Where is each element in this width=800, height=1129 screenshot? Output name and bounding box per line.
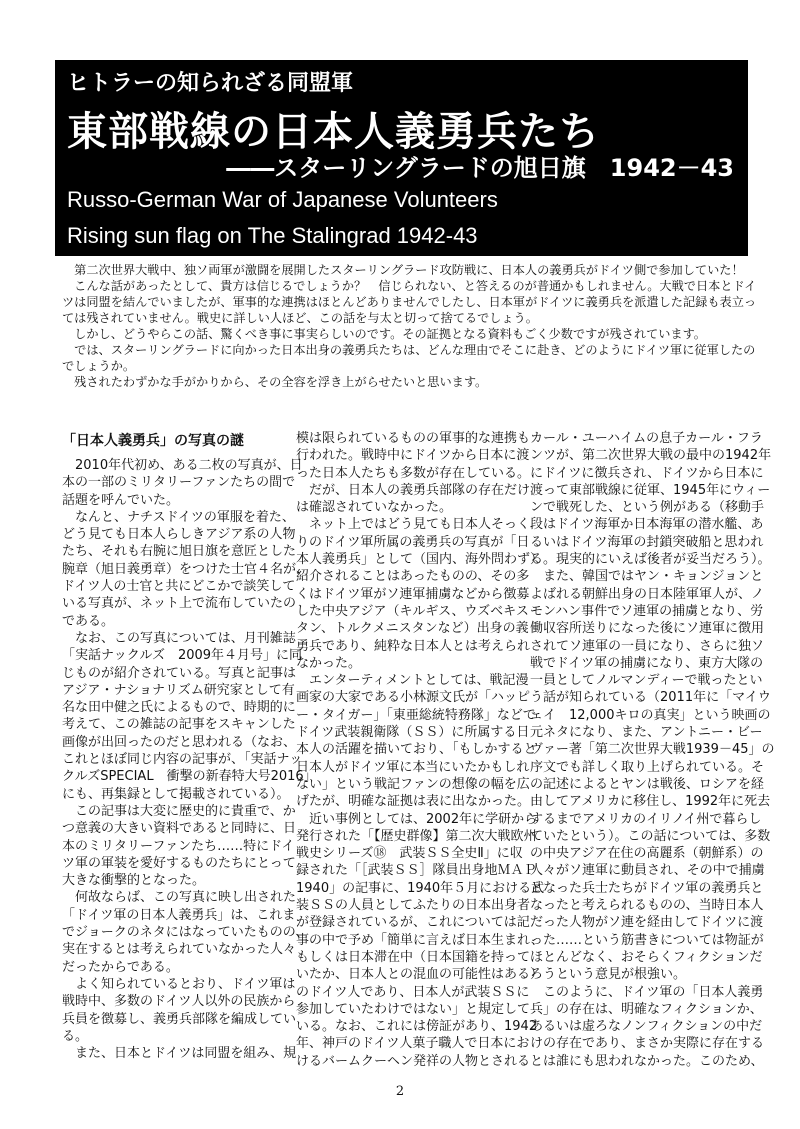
text-line: この記事は大変に歴史的に貴重で、か: [62, 803, 296, 819]
text-line: った日本人たちも多数が存在している。: [296, 465, 531, 481]
text-line: 考えて、この雑誌の記事をスキャンした: [62, 717, 296, 733]
text-line: 戦でドイツ軍の捕虜になり、東方大隊の: [530, 655, 764, 671]
text-line: 近い事例としては、2002年に学研から: [296, 811, 538, 827]
section-heading: 「日本人義勇兵」の写真の謎: [62, 433, 244, 449]
text-line: 何故ならば、この写真に映し出された: [62, 890, 297, 906]
text-line: 兵」の存在は、明確なフィクションか、: [530, 1001, 763, 1017]
intro-line: こんな話があったとして、貴方は信じるでしょうか？ 信じられない、と答えるのが普通かもしれません。大戦で日本とドイ: [62, 279, 757, 293]
text-line: ていたという）。この話については、多数: [530, 828, 771, 844]
text-line: 由してアメリカに移住し、1992年に死去: [530, 794, 771, 810]
subtitle: ――スターリングラードの旭日旗 1942－43: [226, 154, 734, 182]
text-line: 戦史シリーズ⑱ 武装ＳＳ全史Ⅱ」に収: [296, 846, 523, 862]
text-line: う話が知られている（2011年に「マイウ: [530, 690, 771, 706]
text-line: 「ドイツ軍の日本人義勇兵」は、これま: [62, 907, 296, 923]
text-line: 本の一部のミリタリーファンたちの間で: [62, 475, 296, 491]
text-line: 渡って東部戦線に従軍、1945年にウィー: [530, 482, 771, 498]
text-line: 行われた。戦時中にドイツから日本に渡: [296, 448, 530, 464]
text-line: よく知られているとおり、ドイツ軍は: [62, 976, 296, 992]
text-line: る。: [62, 1028, 89, 1044]
text-line: 働収容所送りになった後にソ連軍に徴用: [530, 621, 765, 637]
intro-line: 第二次世界大戦中、独ソ両軍が激闘を展開したスターリングラード攻防戦に、日本人の義勇兵がドイツ側で参加していた！: [62, 263, 744, 277]
intro-line: しかし、どうやらこの話、驚くべき事に事実らしいのです。その証拠となる資料もごく少数ですが残されています。: [62, 327, 706, 341]
text-line: なったと考えられるものの、当時日本人: [530, 898, 764, 914]
text-line: アジア・ナショナリズム研究家として有: [62, 682, 295, 698]
text-line: が登録されているが、これについては記: [296, 915, 530, 931]
text-line: クルズSPECIAL 衝撃の新春特大号2016」: [62, 769, 317, 785]
text-line: った……という筋書きについては物証が: [530, 932, 764, 948]
text-line: 人々がソ連軍に動員され、その中で捕虜: [530, 863, 765, 879]
text-line: 名な田中健之氏によるもので、時期的に: [62, 700, 296, 716]
text-line: 紹介されることはあったものの、その多: [296, 569, 530, 585]
text-line: る。現実的にいえば後者が妥当だろう）。: [530, 552, 771, 568]
text-line: るいはドイツ海軍の封鎖突破船と思われ: [530, 534, 764, 550]
text-line: つ意義の大きい資料であると同時に、日: [62, 821, 297, 837]
text-line: ない」という戦記ファンの想像の幅を広: [296, 776, 530, 792]
text-line: なかった。: [296, 655, 362, 671]
text-line: でジョークのネタにはなっていたものの、: [62, 925, 309, 941]
text-line: いる写真が、ネット上で流布していたの: [62, 596, 297, 612]
english-title: Russo-German War of Japanese Volunteers: [67, 187, 498, 212]
intro-paragraph: [62, 262, 757, 390]
text-line: また、韓国ではヤン・キョンジョンと: [530, 569, 764, 585]
text-line: けの存在であり、まさか実際に存在する: [530, 1036, 765, 1052]
text-line: 参加していたわけではない」と規定して: [296, 1001, 531, 1017]
text-line: 実在するとは考えられていなかった人々: [62, 942, 297, 958]
text-line: 装ＳＳの人員としてふたりの日本出身者: [296, 898, 531, 914]
text-line: ー・タイガー」「東亜総統特務隊」などで: [296, 707, 536, 723]
text-line: の中央アジア在住の高麗系（朝鮮系）の: [530, 846, 764, 862]
text-line: 本人義勇兵」として（国内、海外問わず）: [296, 552, 544, 568]
text-line: 日本人がドイツ軍に本当にいたかもしれ: [296, 759, 530, 775]
text-line: 「実話ナックルズ 2009年４月号」に同: [62, 648, 303, 664]
text-line: 話題を呼んでいた。: [62, 492, 180, 508]
text-line: されてソ連軍の一員になり、さらに独ソ: [530, 638, 765, 654]
text-line: ドイツ武装親衛隊（ＳＳ）に所属する日: [296, 725, 530, 741]
text-line: にも、再集録として掲載されている）。: [62, 786, 290, 802]
text-line: たち、それも右腕に旭日旗を意匠とした: [62, 544, 297, 560]
text-line: 発行された「【歴史群像】第二次大戦欧州: [296, 828, 537, 844]
text-line: だった人物がソ連を経由してドイツに渡: [530, 915, 764, 931]
text-line: の記述によるとヤンは戦後、ロシアを経: [530, 776, 764, 792]
text-line: した中央アジア（キルギス、ウズベキス: [296, 603, 529, 619]
text-line: ほとんどなく、おそらくフィクションだ: [530, 949, 763, 965]
text-line: は確認されていなかった。: [296, 500, 453, 516]
page-number: 2: [395, 1084, 405, 1099]
text-line: 序文でも詳しく取り上げられている。そ: [530, 759, 765, 775]
intro-line: でしょうか。: [62, 359, 136, 373]
text-line: 戦時中、多数のドイツ人以外の民族から: [62, 994, 296, 1010]
text-line: 画家の大家である小林源文氏が「ハッピ: [296, 690, 531, 706]
text-line: 1940」の記事に、1940年５月における武: [296, 880, 545, 896]
text-line: いる。なお、これには傍証があり、1942: [296, 1019, 538, 1035]
text-line: するまでアメリカのイリノイ州で暮らし: [530, 811, 762, 827]
text-line: りのドイツ軍所属の義勇兵の写真が「日: [296, 534, 530, 550]
text-line: 段はドイツ海軍か日本海軍の潜水艦、あ: [530, 517, 764, 533]
text-line: ツ軍の軍装を愛好するものたちにとって: [62, 855, 296, 871]
text-line: いたか、日本人との混血の可能性はある）: [296, 967, 544, 983]
title-banner: [55, 60, 748, 256]
english-subtitle: Rising sun flag on The Stalingrad 1942-43: [67, 223, 478, 248]
text-line: 画像が出回ったのだと思われる（なお、: [62, 734, 297, 750]
text-line: 2010年代初め、ある二枚の写真が、日: [62, 458, 303, 473]
text-line: カール・ユーハイムの息子カール・フラ: [530, 431, 763, 446]
text-line: ェイ 12,000キロの真実」という映画の: [530, 707, 771, 723]
text-line: どう見ても日本人らしきアジア系の人物: [62, 527, 296, 543]
text-line: あるいは虚ろなノンフィクションの中だ: [530, 1019, 763, 1035]
text-line: よばれる朝鮮出身の日本陸軍軍人が、ノ: [530, 586, 765, 602]
text-line: げたが、明確な証拠は表に出なかった。: [296, 794, 531, 810]
text-line: である。: [62, 613, 115, 629]
text-line: ネット上ではどう見ても日本人そっく: [296, 517, 531, 533]
text-line: 元ネタになり、また、アントニー・ビー: [530, 725, 763, 741]
intro-line: では、スターリングラードに向かった日本出身の義勇兵たちは、どんな理由でそこに赴き、どのようにドイツ軍に従軍したの: [62, 343, 756, 357]
text-line: だったからである。: [62, 959, 179, 975]
intro-line: ツは同盟を結んでいましたが、軍事的な連携はほとんどありませんでしたし、日本軍がドイツに義勇兵を派遣した記録も表立っ: [62, 295, 757, 309]
text-line: エンターティメントとしては、戦記漫: [296, 673, 529, 689]
intro-line: ては残されていません。戦史に詳しい人ほど、この話を与太と切って捨てるでしょう。: [62, 311, 538, 325]
text-line: ドイツ人の士官と共にどこかで談笑して: [62, 579, 296, 595]
text-line: もしくは日本滞在中（日本国籍を持って: [296, 949, 531, 965]
text-line: ろうという意見が根強い。: [530, 967, 687, 983]
text-line: 年、神戸のドイツ人菓子職人で日本にお: [296, 1036, 530, 1052]
column-2: [296, 430, 545, 1070]
text-line: 勇兵であり、純粋な日本人とは考えられ: [296, 638, 531, 654]
text-line: なお、この写真については、月刊雑誌: [62, 630, 296, 646]
text-line: モンハン事件でソ連軍の捕虜となり、労: [530, 603, 764, 619]
text-line: となった兵士たちがドイツ軍の義勇兵と: [530, 880, 764, 896]
page-title: 東部戦線の日本人義勇兵たち: [67, 109, 600, 155]
text-line: なんと、ナチスドイツの軍服を着た、: [62, 509, 295, 525]
text-line: 録された「［武装ＳＳ］隊員出身地ＭＡＰ: [296, 863, 537, 879]
text-line: 兵員を徴募し、義勇兵部隊を編成してい: [62, 1011, 297, 1027]
intro-line: 残されたわずかな手がかりから、その全容を浮き上がらせたいと思います。: [62, 375, 488, 389]
text-line: ンで戦死した、という例がある（移動手: [530, 500, 765, 516]
text-line: 大きな衝撃的となった。: [62, 873, 206, 889]
text-line: これとほぼ同じ内容の記事が、「実話ナッ: [62, 752, 303, 768]
text-line: 腕章（旭日義勇章）をつけた士官４名が、: [62, 561, 310, 577]
text-line: にドイツに徴兵され、ドイツから日本に: [530, 465, 764, 481]
text-line: このように、ドイツ軍の「日本人義勇: [530, 984, 764, 1000]
text-line: 一員としてノルマンディーで戦ったとい: [530, 673, 763, 689]
text-line: ンツが、第二次世界大戦の最中の1942年: [530, 448, 772, 464]
text-line: タン、トルクメニスタンなど）出身の義: [296, 621, 529, 637]
text-line: 模は限られているものの軍事的な連携も: [296, 431, 531, 446]
text-line: だが、日本人の義勇兵部隊の存在だけ: [296, 482, 531, 498]
text-line: ヴァー著「第二次世界大戦1939－45」の: [530, 742, 775, 758]
text-line: 本人の活躍を描いており、「もしかすると: [296, 742, 537, 758]
column-3: [530, 430, 775, 1070]
text-line: のドイツ人であり、日本人が武装ＳＳに: [296, 984, 530, 1000]
text-line: くはドイツ軍がソ連軍捕虜などから徴募: [296, 586, 530, 602]
text-line: じものが紹介されている。写真と記事は: [62, 665, 297, 681]
text-line: また、日本とドイツは同盟を組み、規: [62, 1046, 297, 1062]
kicker: ヒトラーの知られざる同盟軍: [67, 71, 354, 96]
column-1: [62, 457, 317, 1062]
text-line: 本のミリタリーファンたち……特にドイ: [62, 838, 295, 854]
text-line: けるバームクーヘン発祥の人物とされる: [296, 1053, 531, 1069]
text-line: 事の中で予め「簡単に言えば日本生まれ、: [296, 932, 544, 948]
text-line: とは誰にも思われなかった。このため、: [530, 1053, 764, 1069]
